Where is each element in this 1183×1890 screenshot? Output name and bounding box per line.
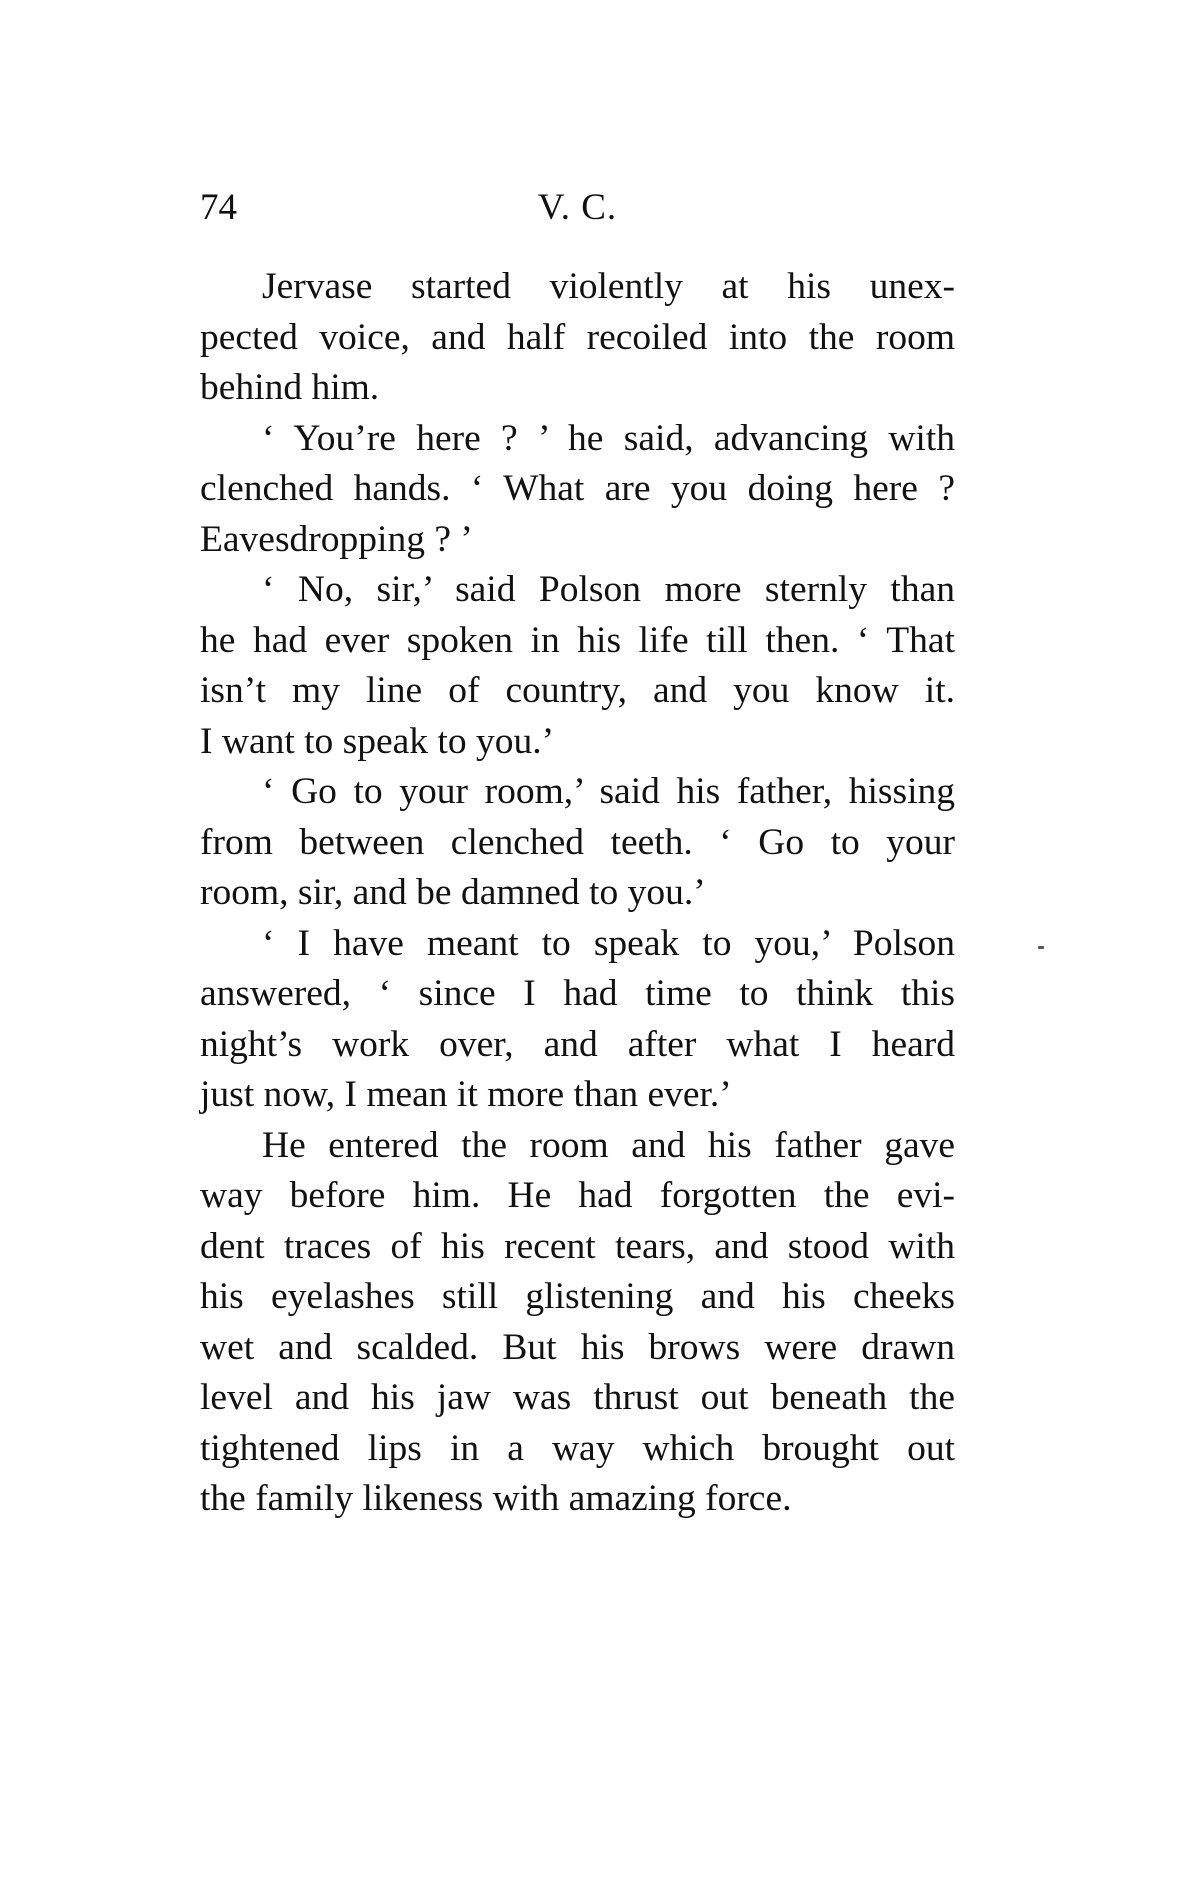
text-line: behind him. — [200, 367, 380, 408]
text-line: isn’t my line of country, and you know it. — [200, 670, 955, 711]
text-line: his eyelashes still glistening and his cheeks — [200, 1276, 955, 1317]
text-line: room, sir, and be damned to you.’ — [200, 872, 706, 913]
text-line: night’s work over, and after what I heard — [200, 1023, 955, 1065]
text-line: from between clenched teeth. ‘ Go to your — [200, 821, 955, 863]
text-line: just now, I mean it more than ever.’ — [200, 1074, 732, 1115]
text-line: Eavesdropping ? ’ — [200, 518, 473, 560]
text-line: ‘ I have meant to speak to you,’ Polson — [262, 922, 955, 964]
text-line: answered, ‘ since I had time to think this — [200, 973, 955, 1014]
text-line: He entered the room and his father gave — [262, 1124, 955, 1166]
text-line: dent traces of his recent tears, and stood with — [200, 1225, 955, 1267]
text-line: ‘ Go to your room,’ said his father, hissing — [262, 771, 955, 812]
scan-speck — [1038, 946, 1044, 949]
text-line: he had ever spoken in his life till then. ‘ That — [200, 619, 955, 661]
text-line: wet and scalded. But his brows were drawn — [200, 1326, 955, 1368]
text-line: tightened lips in a way which brought out — [200, 1427, 955, 1469]
text-line: clenched hands. ‘ What are you doing here ? — [200, 468, 955, 509]
text-line: Jervase started violently at his unex- — [262, 266, 955, 307]
text-line: pected voice, and half recoiled into the room — [200, 316, 955, 358]
body-text — [200, 262, 955, 1525]
page-header — [200, 184, 955, 232]
text-line: ‘ No, sir,’ said Polson more sternly than — [262, 569, 955, 610]
text-line: the family likeness with amazing force. — [200, 1478, 792, 1519]
running-head: V. C. — [537, 187, 618, 228]
text-line: I want to speak to you.’ — [200, 720, 555, 762]
text-line: way before him. He had forgotten the evi- — [200, 1175, 955, 1216]
page-number: 74 — [200, 187, 237, 228]
text-line: level and his jaw was thrust out beneath the — [200, 1377, 955, 1418]
text-line: ‘ You’re here ? ’ he said, advancing with — [262, 417, 955, 459]
